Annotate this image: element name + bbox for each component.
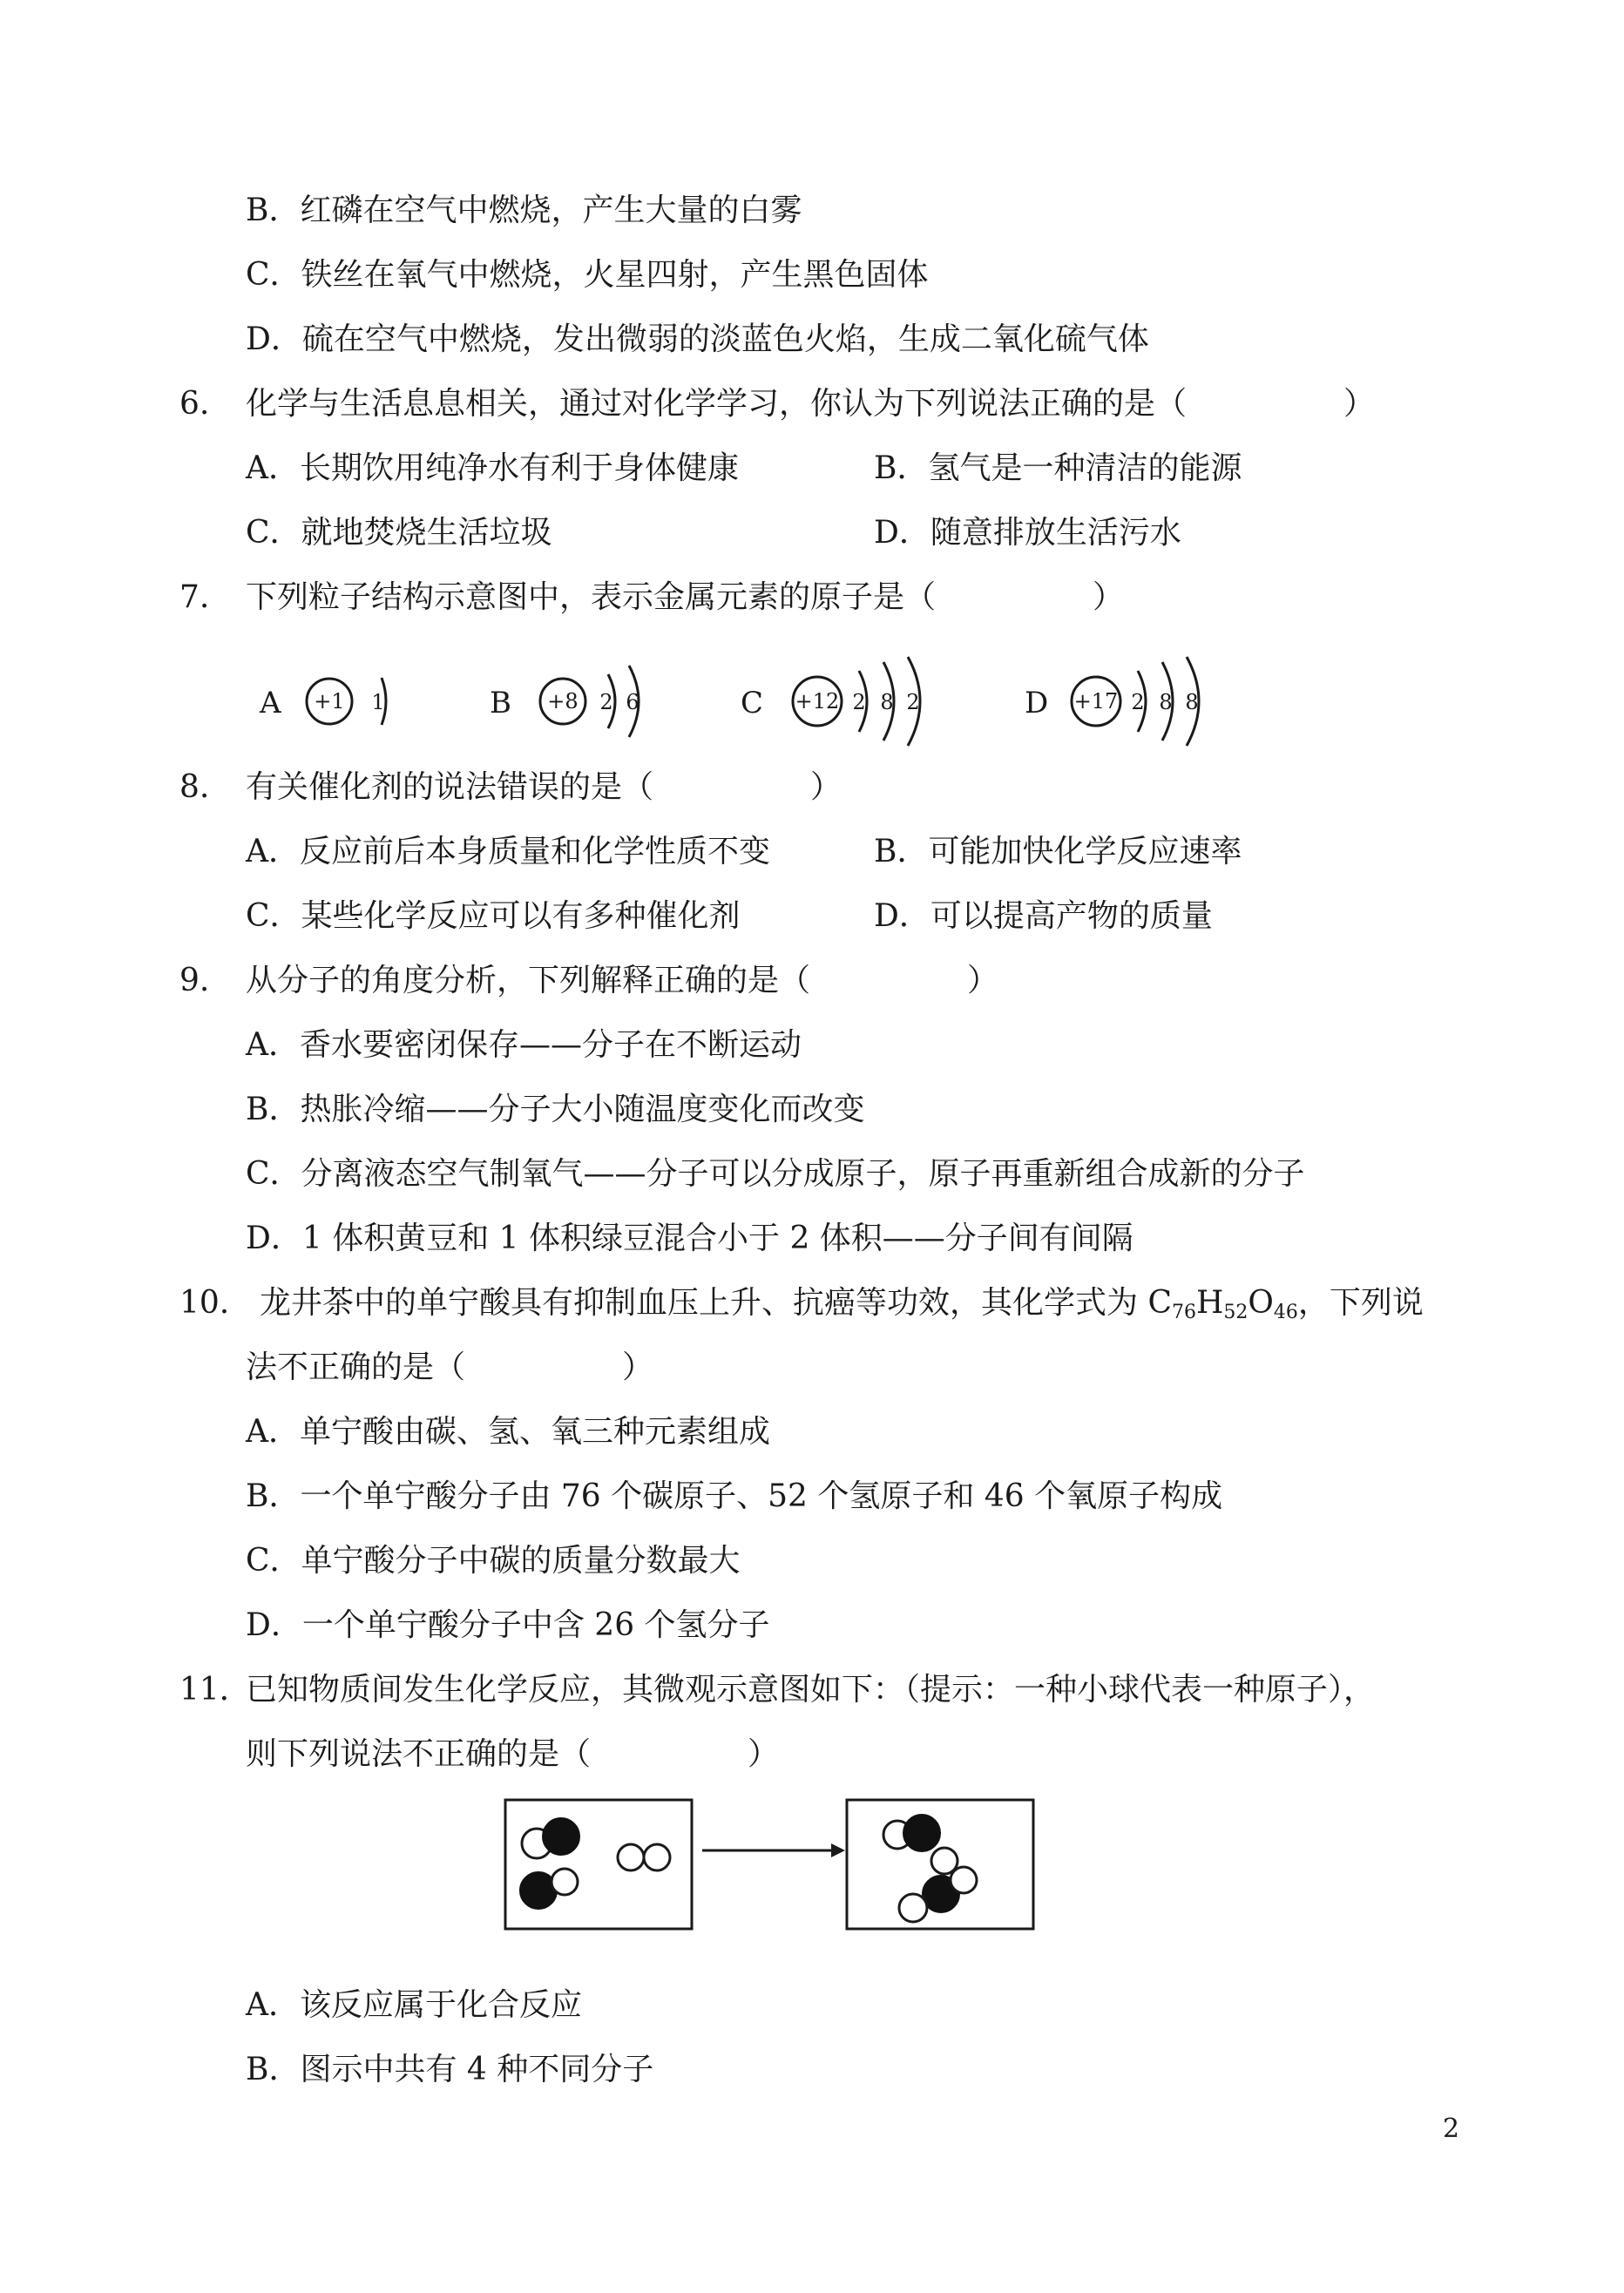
q9-option-b: B．热胀冷缩——分子大小随温度变化而改变	[246, 1092, 865, 1127]
electron-count-d-3: 8	[1185, 690, 1199, 714]
q10-stem	[260, 1284, 1424, 1332]
q6-stem: 化学与生活息息相关，通过对化学学习，你认为下列说法正确的是（ ）	[246, 386, 1376, 422]
reaction-micro-diagram	[504, 1798, 1113, 1946]
diagram-letter-a: A	[260, 686, 281, 720]
black-atom	[903, 1815, 940, 1851]
white-atom	[644, 1844, 670, 1870]
electron-count-b-1: 2	[599, 690, 613, 714]
electron-count-d-2: 8	[1159, 690, 1173, 714]
electron-count-d-1: 2	[1131, 690, 1145, 714]
q10-number: 10.	[179, 1285, 230, 1321]
atomic-structure-diagrams	[235, 645, 1281, 767]
nucleus-charge-b: +8	[547, 689, 579, 714]
q6-option-d: D．随意排放生活污水	[874, 515, 1181, 551]
q9-number: 9.	[179, 963, 210, 998]
q11-option-a: A．该反应属于化合反应	[246, 1987, 582, 2023]
arrow-head	[831, 1843, 845, 1857]
q6-option-b: B．氢气是一种清洁的能源	[874, 450, 1242, 486]
hydrogen-symbol: H	[1196, 1285, 1224, 1321]
electron-count-c-2: 8	[880, 690, 894, 714]
q11-number: 11．	[179, 1672, 251, 1708]
black-atom	[543, 1818, 579, 1855]
q8-option-d: D．可以提高产物的质量	[874, 898, 1213, 934]
q10-stem-text: 龙井茶中的单宁酸具有抑制血压上升、抗癌等功效，其化学式为 C	[260, 1285, 1172, 1321]
q10-option-d: D．一个单宁酸分子中含 26 个氢分子	[246, 1607, 770, 1643]
white-atom	[951, 1867, 977, 1893]
q10-option-c: C．单宁酸分子中碳的质量分数最大	[246, 1543, 741, 1579]
nucleus-charge-d: +17	[1073, 689, 1119, 714]
oxygen-subscript: 46	[1273, 1302, 1298, 1323]
white-atom	[618, 1844, 644, 1870]
q9-option-c: C．分离液态空气制氧气——分子可以分成原子，原子再重新组合成新的分子	[246, 1156, 1305, 1192]
electron-count-b-2: 6	[626, 690, 639, 714]
carbon-subscript: 76	[1172, 1302, 1196, 1323]
q11-stem: 已知物质间发生化学反应，其微观示意图如下：（提示：一种小球代表一种原子），	[246, 1672, 1376, 1708]
q8-option-a: A．反应前后本身质量和化学性质不变	[246, 834, 770, 869]
electron-count-c-1: 2	[852, 690, 866, 714]
page-number: 2	[1443, 2114, 1460, 2144]
oxygen-symbol: O	[1248, 1285, 1274, 1321]
q8-option-c: C．某些化学反应可以有多种催化剂	[246, 898, 741, 934]
q10-stem-line2: 法不正确的是（ ）	[246, 1349, 654, 1385]
hydrogen-subscript: 52	[1223, 1302, 1248, 1323]
q7-stem: 下列粒子结构示意图中，表示金属元素的原子是（ ）	[246, 579, 1125, 615]
electron-count-a-1: 1	[371, 690, 385, 714]
diagram-letter-d: D	[1025, 686, 1049, 720]
nucleus-charge-c: +12	[795, 689, 840, 714]
q5-option-b: B．红磷在空气中燃烧，产生大量的白雾	[246, 193, 802, 228]
diagram-letter-b: B	[490, 686, 511, 720]
q6-option-c: C．就地焚烧生活垃圾	[246, 515, 552, 551]
diagram-letter-c: C	[741, 686, 764, 720]
q5-option-c: C．铁丝在氧气中燃烧，火星四射，产生黑色固体	[246, 257, 929, 293]
q8-number: 8.	[179, 769, 210, 805]
q11-option-b: B．图示中共有 4 种不同分子	[246, 2052, 654, 2087]
electron-count-c-3: 2	[906, 690, 920, 714]
nucleus-charge-a: +1	[314, 689, 345, 714]
q7-number: 7.	[179, 579, 210, 615]
q10-stem-tail: ，下列说	[1297, 1285, 1424, 1321]
q8-option-b: B．可能加快化学反应速率	[874, 834, 1242, 869]
q5-option-d: D．硫在空气中燃烧，发出微弱的淡蓝色火焰，生成二氧化硫气体	[246, 321, 1149, 357]
q10-option-b: B．一个单宁酸分子由 76 个碳原子、52 个氢原子和 46 个氧原子构成	[246, 1478, 1223, 1514]
q8-stem: 有关催化剂的说法错误的是（ ）	[246, 769, 842, 805]
q11-stem-line2: 则下列说法不正确的是（ ）	[246, 1736, 780, 1772]
white-atom	[899, 1894, 927, 1922]
q6-option-a: A．长期饮用纯净水有利于身体健康	[246, 450, 739, 486]
q9-stem: 从分子的角度分析，下列解释正确的是（ ）	[246, 963, 999, 998]
white-atom	[551, 1869, 578, 1895]
q6-number: 6.	[179, 386, 210, 422]
q9-option-d: D．1 体积黄豆和 1 体积绿豆混合小于 2 体积——分子间有间隔	[246, 1221, 1133, 1256]
q10-option-a: A．单宁酸由碳、氢、氧三种元素组成	[246, 1414, 770, 1450]
q9-option-a: A．香水要密闭保存——分子在不断运动	[246, 1027, 802, 1063]
